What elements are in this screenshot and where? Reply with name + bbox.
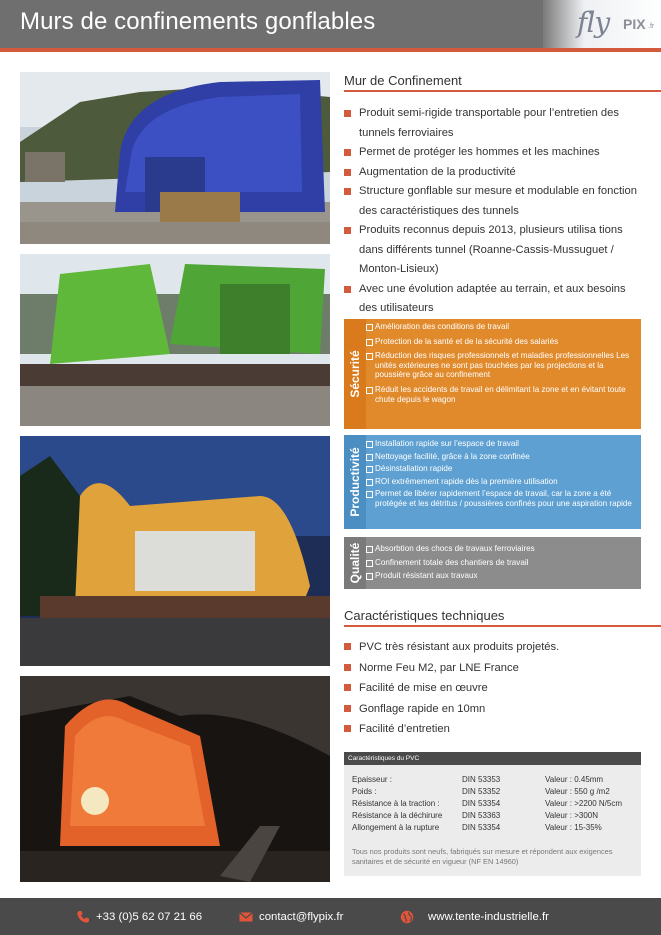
header-divider [0, 48, 661, 52]
list-item: Gonflage rapide en 10mn [344, 699, 644, 720]
list-item: Permet de libérer rapidement l’espace de travail, car la zone a été protégée et les détritus / poussières confinés pour une aspiration rapide [366, 489, 635, 508]
page-footer [0, 898, 661, 935]
productivite-label: Productivité [348, 447, 362, 517]
list-item: ROI extrêmement rapide dès la première utilisation [366, 477, 635, 487]
qualite-label-band [344, 537, 366, 589]
section-divider [344, 90, 661, 92]
list-item: Produits reconnus depuis 2013, plusieurs utilisa tions dans différents tunnel (Roanne-Cassis-Mussuguet / Monton-Lisieux) [344, 221, 644, 280]
list-item: Avec une évolution adaptée au terrain, et aux besoins des utilisateurs [344, 280, 644, 319]
table-cell: Allongement à la rupture [352, 823, 440, 832]
table-cell: Valeur : 550 g /m2 [545, 787, 610, 796]
photo-orange-inflatable-wall-tunnel [20, 676, 330, 882]
productivite-label-band [344, 435, 366, 529]
phone-icon [76, 910, 90, 924]
securite-label-band [344, 319, 366, 429]
productivite-list [366, 439, 635, 512]
list-item: PVC très résistant aux produits projetés. [344, 637, 644, 658]
table-cell: Valeur : >2200 N/5cm [545, 799, 623, 808]
list-item: Produit résistant aux travaux [366, 571, 635, 581]
logo-pix-text: PIX [623, 16, 646, 32]
list-item: Amélioration des conditions de travail [366, 322, 635, 332]
table-cell: DIN 53363 [462, 811, 501, 820]
photo-blue-inflatable-wall [20, 72, 330, 244]
page-title: Murs de confinements gonflables [20, 8, 376, 35]
list-item: Réduction des risques professionnels et maladies professionnelles Les unités extérieures ne sont pas touchées par les projections et la poussière grâce au confinement [366, 351, 635, 380]
section-title-caracteristiques: Caractéristiques techniques [344, 608, 505, 623]
website-url: www.tente-industrielle.fr [428, 910, 549, 923]
list-item: Norme Feu M2, par LNE France [344, 658, 644, 679]
list-item: Facilité de mise en œuvre [344, 678, 644, 699]
table-cell: DIN 53354 [462, 799, 501, 808]
qualite-list [366, 544, 635, 585]
list-item: Augmentation de la productivité [344, 163, 644, 183]
table-cell: Valeur : >300N [545, 811, 598, 820]
table-cell: Résistance à la traction : [352, 799, 440, 808]
table-cell: Valeur : 0.45mm [545, 775, 604, 784]
phone-number: +33 (0)5 62 07 21 66 [96, 910, 203, 923]
logo-fr-text: .fr [648, 23, 655, 30]
table-cell: DIN 53354 [462, 823, 501, 832]
list-item: Réduit les accidents de travail en délimitant la zone et en évitant toute chute depuis le wagon [366, 385, 635, 404]
list-item: Installation rapide sur l’espace de travail [366, 439, 635, 449]
section-title-mur-confinement: Mur de Confinement [344, 73, 462, 88]
globe-icon [400, 910, 414, 924]
productivite-box [344, 435, 641, 529]
caracteristiques-list [344, 637, 644, 740]
table-cell: DIN 53353 [462, 775, 501, 784]
list-item: Permet de protéger les hommes et les machines [344, 143, 644, 163]
photo-yellow-inflatable-wall-night [20, 436, 330, 666]
table-cell: Poids : [352, 787, 377, 796]
list-item: Protection de la santé et de la sécurité des salariés [366, 337, 635, 347]
list-item: Structure gonflable sur mesure et modulable en fonction des caractéristiques des tunnels [344, 182, 644, 221]
email-icon [239, 910, 253, 924]
page-header [0, 0, 661, 48]
footer-email[interactable] [239, 898, 343, 935]
section-divider [344, 625, 661, 627]
table-cell: Résistance à la déchirure [352, 811, 443, 820]
list-item: Confinement totale des chantiers de travail [366, 558, 635, 568]
securite-label: Sécurité [348, 350, 362, 398]
logo-fly-text: fly [577, 6, 610, 39]
photo-green-inflatable-wall [20, 254, 330, 426]
mur-confinement-list [344, 104, 644, 319]
email-address: contact@flypix.fr [259, 910, 344, 923]
qualite-label: Qualité [348, 542, 362, 584]
list-item: Produit semi-rigide transportable pour l’entretien des tunnels ferroviaires [344, 104, 644, 143]
list-item: Facilité d’entretien [344, 719, 644, 740]
pvc-table-title: Caractéristiques du PVC [344, 752, 641, 765]
table-cell: Epaisseur : [352, 775, 393, 784]
list-item: Nettoyage facilité, grâce à la zone confinée [366, 452, 635, 462]
securite-box [344, 319, 641, 429]
list-item: Désinstallation rapide [366, 464, 635, 474]
footer-website[interactable] [400, 898, 549, 935]
qualite-box [344, 537, 641, 589]
table-cell: DIN 53352 [462, 787, 501, 796]
flypix-logo [543, 0, 661, 48]
list-item: Absorbtion des chocs de travaux ferroviaires [366, 544, 635, 554]
pvc-note: Tous nos produits sont neufs, fabriqués sur mesure et répondent aux exigences sanitaires et de sécurité en vigueur (NF EN 14960) [352, 847, 613, 866]
pvc-specs-table [344, 752, 641, 876]
securite-list [366, 322, 635, 409]
table-cell: Valeur : 15-35% [545, 823, 602, 832]
footer-phone[interactable] [76, 898, 202, 935]
